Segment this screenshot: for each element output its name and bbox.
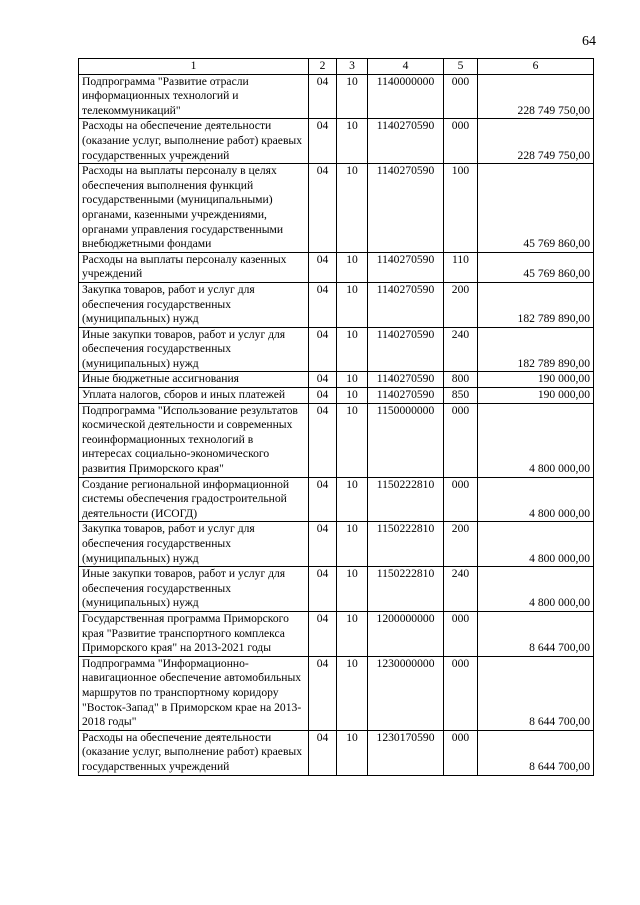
table-row <box>79 74 594 119</box>
row-name: Расходы на выплаты персоналу в целях обеспечения выполнения функций государственными (муниципальными) органами, казенными учреждениями, органами управления государственными внебюджетными фондами <box>79 164 309 253</box>
header-row <box>79 59 594 75</box>
row-expense-type: 200 <box>444 282 478 327</box>
page-number: 64 <box>582 34 596 49</box>
row-subsection: 10 <box>337 403 368 477</box>
row-expense-type: 000 <box>444 119 478 164</box>
row-section: 04 <box>309 522 337 567</box>
table-body <box>79 74 594 775</box>
row-name: Подпрограмма "Использование результатов космической деятельности и современных геоинформационных технологий в интересах социально-экономического развития Приморского края" <box>79 403 309 477</box>
table-row <box>79 282 594 327</box>
row-target-article: 1140270590 <box>368 164 444 253</box>
row-target-article: 1140270590 <box>368 252 444 282</box>
table-row <box>79 164 594 253</box>
row-expense-type: 000 <box>444 611 478 656</box>
row-amount: 8 644 700,00 <box>478 611 594 656</box>
row-target-article: 1230000000 <box>368 656 444 730</box>
row-name: Иные закупки товаров, работ и услуг для обеспечения государственных (муниципальных) нужд <box>79 567 309 612</box>
row-subsection: 10 <box>337 119 368 164</box>
row-section: 04 <box>309 74 337 119</box>
row-subsection: 10 <box>337 327 368 372</box>
row-target-article: 1140270590 <box>368 282 444 327</box>
row-subsection: 10 <box>337 730 368 775</box>
row-section: 04 <box>309 656 337 730</box>
row-section: 04 <box>309 119 337 164</box>
row-expense-type: 000 <box>444 656 478 730</box>
row-target-article: 1150222810 <box>368 477 444 522</box>
table-row <box>79 567 594 612</box>
row-name: Иные закупки товаров, работ и услуг для обеспечения государственных (муниципальных) нужд <box>79 327 309 372</box>
row-amount: 8 644 700,00 <box>478 656 594 730</box>
row-subsection: 10 <box>337 477 368 522</box>
row-subsection: 10 <box>337 164 368 253</box>
row-section: 04 <box>309 282 337 327</box>
row-subsection: 10 <box>337 567 368 612</box>
header-col-5: 5 <box>444 59 478 75</box>
table-header <box>79 59 594 75</box>
table-row <box>79 119 594 164</box>
table-row <box>79 372 594 388</box>
row-expense-type: 850 <box>444 388 478 404</box>
row-section: 04 <box>309 327 337 372</box>
header-col-3: 3 <box>337 59 368 75</box>
row-target-article: 1150222810 <box>368 567 444 612</box>
row-amount: 228 749 750,00 <box>478 74 594 119</box>
row-target-article: 1140000000 <box>368 74 444 119</box>
row-name: Создание региональной информационной системы обеспечения градостроительной деятельности (ИСОГД) <box>79 477 309 522</box>
table-row <box>79 611 594 656</box>
table-row <box>79 656 594 730</box>
row-expense-type: 240 <box>444 567 478 612</box>
row-name: Подпрограмма "Развитие отрасли информационных технологий и телекоммуникаций" <box>79 74 309 119</box>
row-expense-type: 000 <box>444 730 478 775</box>
row-expense-type: 000 <box>444 74 478 119</box>
row-name: Государственная программа Приморского края "Развитие транспортного комплекса Приморского края" на 2013-2021 годы <box>79 611 309 656</box>
row-expense-type: 000 <box>444 403 478 477</box>
header-col-6: 6 <box>478 59 594 75</box>
row-subsection: 10 <box>337 252 368 282</box>
table-row <box>79 327 594 372</box>
row-subsection: 10 <box>337 611 368 656</box>
row-amount: 190 000,00 <box>478 372 594 388</box>
row-section: 04 <box>309 372 337 388</box>
row-name: Иные бюджетные ассигнования <box>79 372 309 388</box>
row-amount: 190 000,00 <box>478 388 594 404</box>
table-row <box>79 477 594 522</box>
row-expense-type: 240 <box>444 327 478 372</box>
row-expense-type: 200 <box>444 522 478 567</box>
row-expense-type: 800 <box>444 372 478 388</box>
header-col-4: 4 <box>368 59 444 75</box>
row-section: 04 <box>309 164 337 253</box>
row-name: Закупка товаров, работ и услуг для обеспечения государственных (муниципальных) нужд <box>79 282 309 327</box>
table-row <box>79 730 594 775</box>
row-subsection: 10 <box>337 388 368 404</box>
row-section: 04 <box>309 403 337 477</box>
row-target-article: 1150222810 <box>368 522 444 567</box>
row-subsection: 10 <box>337 372 368 388</box>
row-section: 04 <box>309 252 337 282</box>
row-amount: 45 769 860,00 <box>478 164 594 253</box>
row-expense-type: 100 <box>444 164 478 253</box>
row-name: Расходы на выплаты персоналу казенных учреждений <box>79 252 309 282</box>
row-amount: 8 644 700,00 <box>478 730 594 775</box>
table-row <box>79 388 594 404</box>
table-row <box>79 522 594 567</box>
row-target-article: 1140270590 <box>368 388 444 404</box>
row-target-article: 1200000000 <box>368 611 444 656</box>
row-target-article: 1140270590 <box>368 372 444 388</box>
row-name: Подпрограмма "Информационно-навигационное обеспечение автомобильных маршрутов по транспортному коридору "Восток-Запад" в Приморском крае на 2013-2018 годы" <box>79 656 309 730</box>
budget-table <box>78 58 594 776</box>
row-amount: 228 749 750,00 <box>478 119 594 164</box>
row-subsection: 10 <box>337 656 368 730</box>
header-col-1: 1 <box>79 59 309 75</box>
row-target-article: 1230170590 <box>368 730 444 775</box>
row-amount: 4 800 000,00 <box>478 477 594 522</box>
row-expense-type: 110 <box>444 252 478 282</box>
row-amount: 4 800 000,00 <box>478 403 594 477</box>
row-name: Расходы на обеспечение деятельности (оказание услуг, выполнение работ) краевых государственных учреждений <box>79 730 309 775</box>
row-name: Закупка товаров, работ и услуг для обеспечения государственных (муниципальных) нужд <box>79 522 309 567</box>
row-section: 04 <box>309 477 337 522</box>
row-target-article: 1140270590 <box>368 327 444 372</box>
row-name: Расходы на обеспечение деятельности (оказание услуг, выполнение работ) краевых государственных учреждений <box>79 119 309 164</box>
row-amount: 182 789 890,00 <box>478 282 594 327</box>
row-amount: 4 800 000,00 <box>478 522 594 567</box>
row-amount: 45 769 860,00 <box>478 252 594 282</box>
row-name: Уплата налогов, сборов и иных платежей <box>79 388 309 404</box>
row-subsection: 10 <box>337 74 368 119</box>
table-row <box>79 252 594 282</box>
table-row <box>79 403 594 477</box>
row-subsection: 10 <box>337 522 368 567</box>
row-section: 04 <box>309 567 337 612</box>
row-section: 04 <box>309 388 337 404</box>
header-col-2: 2 <box>309 59 337 75</box>
row-target-article: 1140270590 <box>368 119 444 164</box>
row-subsection: 10 <box>337 282 368 327</box>
row-amount: 4 800 000,00 <box>478 567 594 612</box>
row-target-article: 1150000000 <box>368 403 444 477</box>
row-section: 04 <box>309 611 337 656</box>
row-section: 04 <box>309 730 337 775</box>
row-expense-type: 000 <box>444 477 478 522</box>
row-amount: 182 789 890,00 <box>478 327 594 372</box>
